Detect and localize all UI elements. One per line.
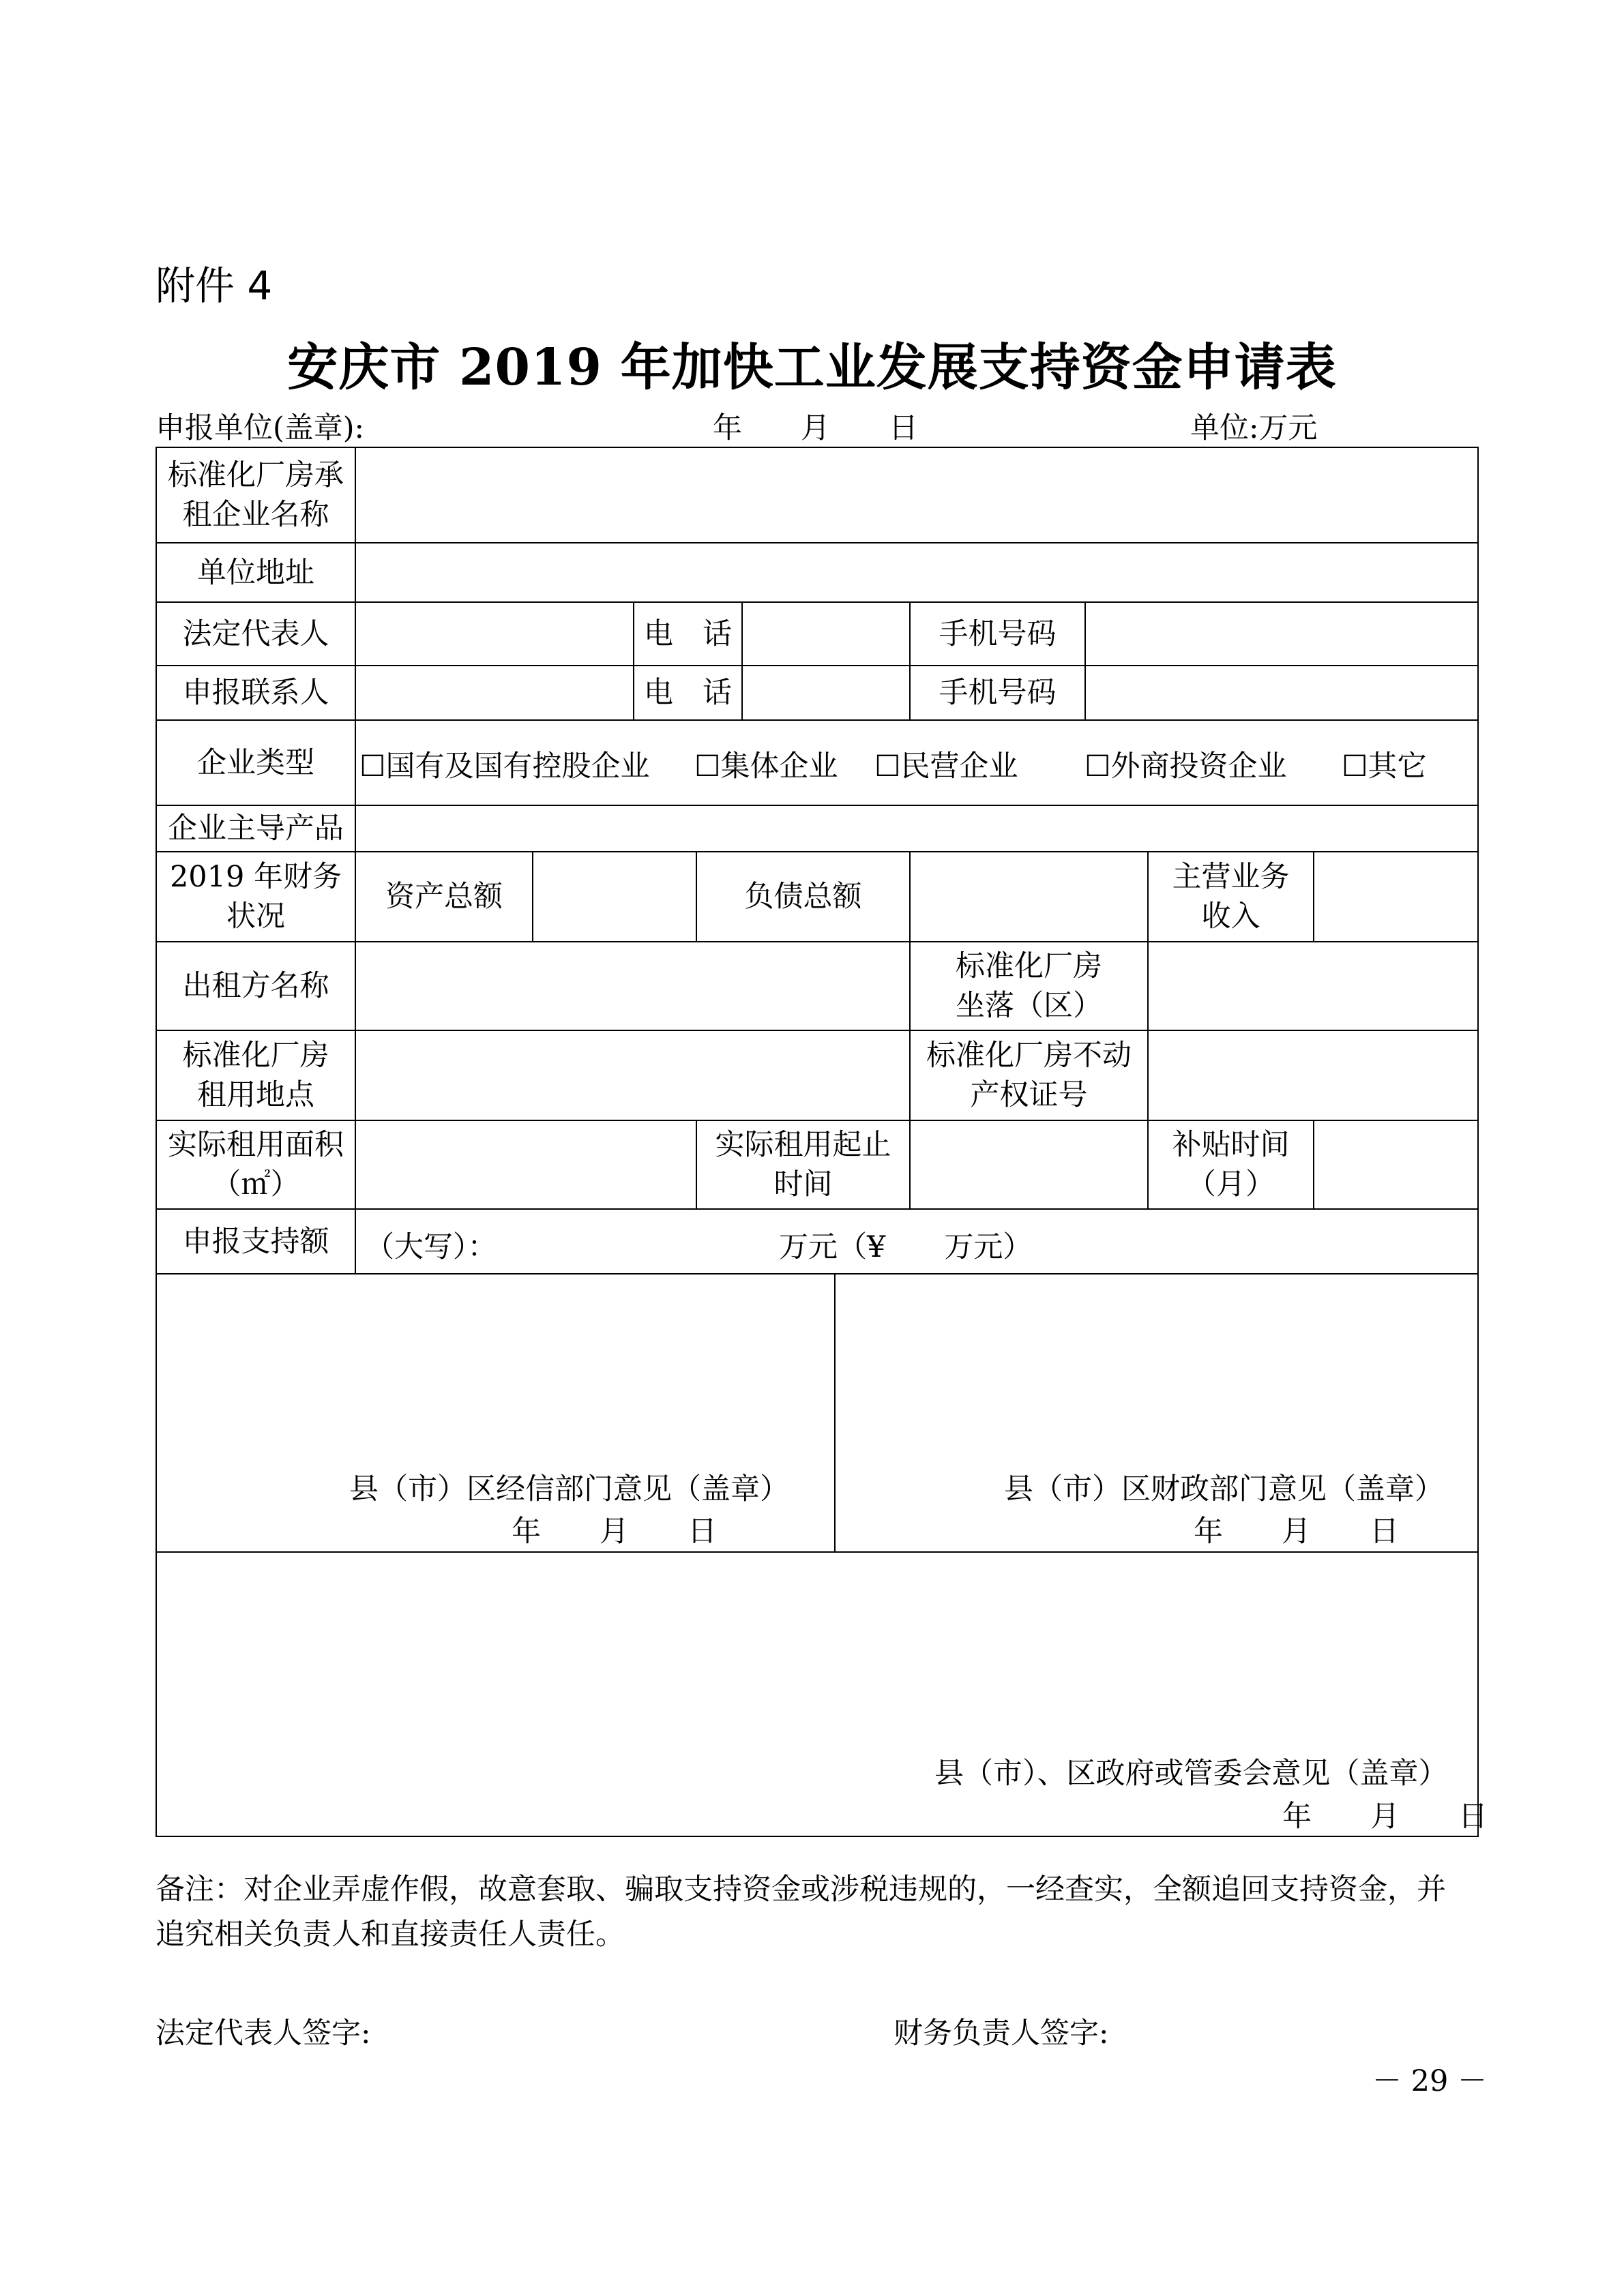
rental-area-field[interactable] (356, 1121, 696, 1208)
total-assets-label: 资产总额 (385, 880, 503, 914)
applicant-unit-label: 申报单位(盖章): (156, 411, 365, 445)
support-amount-label: 申报支持额 (182, 1224, 329, 1259)
total-assets-field[interactable] (533, 852, 696, 941)
legal-rep-mobile-field[interactable] (1086, 603, 1477, 665)
contact-mobile-field[interactable] (1086, 666, 1477, 719)
econ-dept-opinion-date: 年 月 日 (512, 1515, 717, 1549)
finance-head-signature-label: 财务负责人签字: (894, 2016, 1109, 2051)
attachment-label: 附件 4 (156, 263, 273, 309)
legal-rep-label: 法定代表人 (182, 616, 329, 651)
contact-field[interactable] (356, 666, 633, 719)
property-cert-field[interactable] (1149, 1031, 1477, 1120)
finance-dept-opinion-label: 县（市）区财政部门意见（盖章） (1004, 1472, 1444, 1506)
col-line (834, 1273, 836, 1553)
total-liabilities-label: 负债总额 (744, 880, 862, 914)
legal-rep-field[interactable] (356, 603, 633, 665)
legal-rep-signature-label: 法定代表人签字: (156, 2016, 371, 2051)
main-revenue-field[interactable] (1314, 852, 1477, 941)
econ-dept-opinion-label: 县（市）区经信部门意见（盖章） (349, 1472, 789, 1506)
main-product-field[interactable] (356, 806, 1477, 851)
main-product-label: 企业主导产品 (168, 811, 344, 846)
header-date: 年 月 日 (713, 411, 918, 445)
rental-area-label: 实际租用面积 （㎡） (168, 1128, 344, 1202)
main-revenue-label: 主营业务 收入 (1172, 860, 1290, 934)
legal-rep-mobile-label: 手机号码 (939, 616, 1057, 651)
row-line (156, 1551, 1479, 1553)
contact-phone-field[interactable] (743, 666, 909, 719)
company-name-field[interactable] (356, 448, 1477, 542)
finance-status-label: 2019 年财务 状况 (169, 860, 342, 934)
legal-rep-phone-label: 电 话 (644, 616, 732, 651)
government-opinion-date: 年 月 日 (1282, 1800, 1488, 1834)
remark-note: 备注：对企业弄虚作假，故意套取、骗取支持资金或涉税违规的，一经查实，全额追回支持资金，并追究相关负责人和直接责任人责任。 (156, 1873, 1446, 1952)
subsidy-months-field[interactable] (1314, 1121, 1477, 1208)
total-liabilities-field[interactable] (911, 852, 1147, 941)
lessor-field[interactable] (356, 942, 909, 1030)
subsidy-months-label: 补贴时间 （月） (1172, 1128, 1290, 1202)
legal-rep-phone-field[interactable] (743, 603, 909, 665)
finance-dept-opinion-date: 年 月 日 (1194, 1515, 1399, 1549)
address-field[interactable] (356, 543, 1477, 601)
rental-period-label: 实际租用起止 时间 (715, 1128, 891, 1202)
lessor-label: 出租方名称 (182, 969, 329, 1003)
row-line (156, 1273, 1479, 1274)
company-type-label: 企业类型 (197, 745, 314, 780)
company-type-option-other[interactable]: ☐其它 (1342, 749, 1427, 784)
company-type-option-private[interactable]: ☐民营企业 (874, 749, 1018, 784)
address-label: 单位地址 (197, 555, 314, 590)
factory-location-field[interactable] (1149, 942, 1477, 1030)
government-opinion-label: 县（市）、区政府或管委会意见（盖章） (934, 1757, 1448, 1791)
company-name-label: 标准化厂房承 租企业名称 (168, 458, 344, 532)
support-amount-units[interactable]: 万元（¥ 万元） (779, 1230, 1033, 1264)
table-border-bottom (156, 1836, 1479, 1837)
table-border-right (1477, 447, 1479, 1837)
rental-site-label: 标准化厂房 租用地点 (182, 1039, 329, 1112)
contact-phone-label: 电 话 (644, 676, 732, 710)
support-amount-capital[interactable]: （大写）： (365, 1230, 497, 1264)
contact-label: 申报联系人 (182, 676, 329, 710)
contact-mobile-label: 手机号码 (939, 676, 1057, 710)
company-type-option-foreign[interactable]: ☐外商投资企业 (1084, 749, 1287, 784)
currency-unit: 单位:万元 (1190, 411, 1318, 445)
property-cert-label: 标准化厂房不动 产权证号 (926, 1039, 1132, 1112)
page-number: － 29 － (1372, 2064, 1488, 2098)
rental-period-field[interactable] (911, 1121, 1147, 1208)
factory-location-label: 标准化厂房 坐落（区） (956, 949, 1102, 1023)
rental-site-field[interactable] (356, 1031, 909, 1120)
company-type-option-state[interactable]: ☐国有及国有控股企业 (359, 749, 650, 784)
company-type-option-collective[interactable]: ☐集体企业 (694, 749, 838, 784)
form-title: 安庆市 2019 年加快工业发展支持资金申请表 (287, 338, 1337, 397)
